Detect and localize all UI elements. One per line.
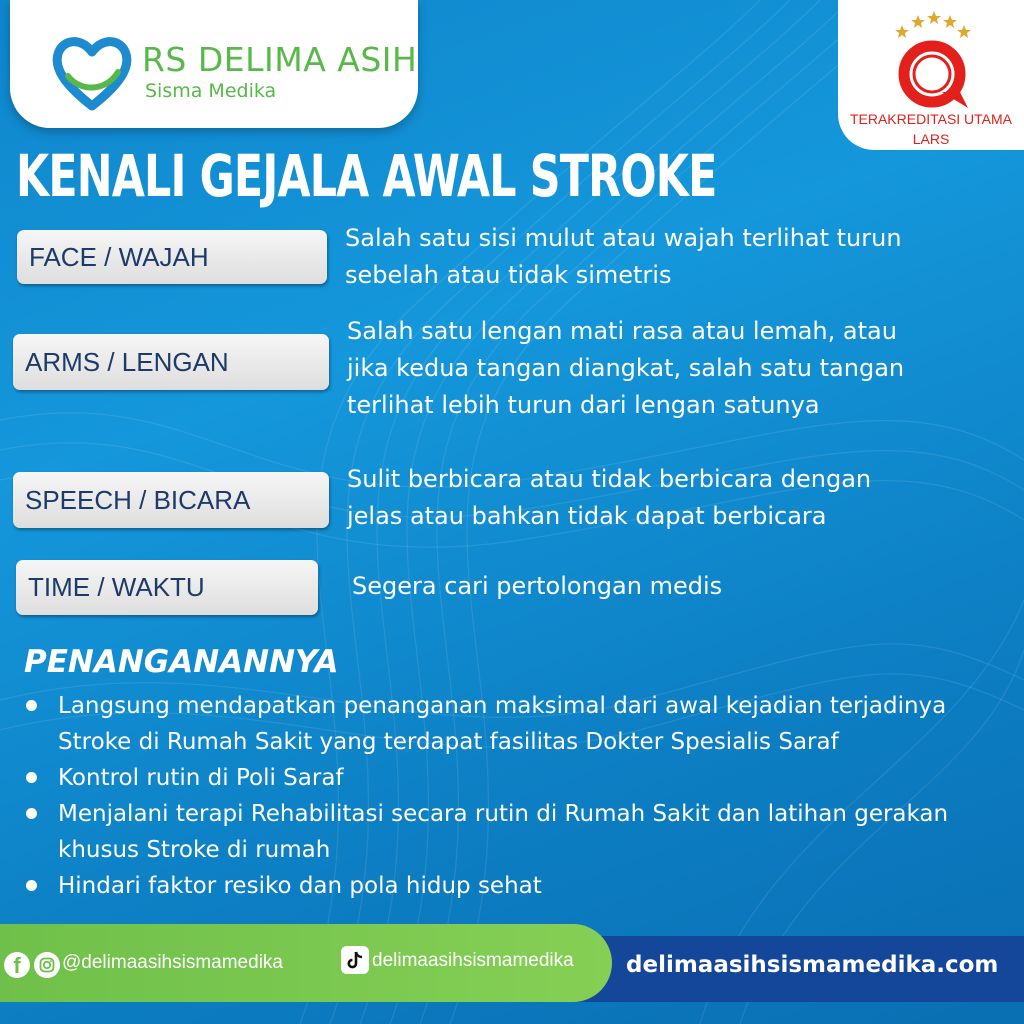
symptom-label-time: TIME / WAKTU	[16, 560, 318, 615]
symptom-desc-arms	[347, 313, 904, 424]
desc-line: Salah satu lengan mati rasa atau lemah, atau	[347, 317, 897, 345]
item-line: Kontrol rutin di Poli Saraf	[58, 765, 344, 791]
desc-line: Segera cari pertolongan medis	[352, 572, 723, 600]
symptom-desc-time	[352, 568, 722, 605]
treatment-item	[24, 868, 1014, 904]
tiktok-icon[interactable]	[341, 946, 369, 974]
treatment-item	[24, 688, 1014, 760]
hospital-logo-card	[10, 0, 418, 128]
accreditation-badge	[838, 0, 1024, 150]
hospital-subtitle: Sisma Medika	[145, 80, 277, 102]
symptom-label-speech: SPEECH / BICARA	[13, 472, 329, 528]
item-line: Hindari faktor resiko dan pola hidup sehat	[58, 873, 542, 899]
treatment-item	[24, 796, 1014, 868]
symptom-label-arms: ARMS / LENGAN	[13, 334, 329, 390]
desc-line: jelas atau bahkan tidak dapat berbicara	[347, 502, 827, 530]
website-link[interactable]: delimaasihsismamedika.com	[626, 952, 999, 978]
hospital-name: RS DELIMA ASIH	[142, 40, 418, 79]
heart-logo-icon	[50, 32, 134, 112]
symptom-desc-face	[345, 220, 902, 294]
instagram-icon[interactable]	[34, 952, 60, 978]
treatment-heading: PENANGANANNYA	[24, 644, 339, 680]
treatment-list	[24, 688, 1014, 904]
bullet-icon	[26, 808, 37, 819]
item-line: Stroke di Rumah Sakit yang terdapat fasilitas Dokter Spesialis Saraf	[58, 729, 839, 755]
item-line: khusus Stroke di rumah	[58, 837, 331, 863]
desc-line: sebelah atau tidak simetris	[345, 261, 672, 289]
lars-star-emblem-icon	[890, 8, 974, 112]
social-handle[interactable]: @delimaasihsismamedika	[62, 952, 283, 973]
accreditation-lars: LARS	[912, 131, 950, 147]
bullet-icon	[26, 880, 37, 891]
item-line: Langsung mendapatkan penanganan maksimal dari awal kejadian terjadinya	[58, 693, 947, 719]
item-line: Menjalani terapi Rehabilitasi secara rutin di Rumah Sakit dan latihan gerakan	[58, 801, 949, 827]
desc-line: jika kedua tangan diangkat, salah satu tangan	[347, 354, 905, 382]
tiktok-handle[interactable]: delimaasihsismamedika	[372, 950, 574, 971]
desc-line: Salah satu sisi mulut atau wajah terlihat turun	[345, 224, 902, 252]
page-title: KENALI GEJALA AWAL STROKE	[16, 142, 717, 210]
bullet-icon	[26, 772, 37, 783]
symptom-desc-speech	[347, 461, 871, 535]
facebook-icon[interactable]: f	[4, 952, 30, 978]
treatment-item	[24, 760, 1014, 796]
symptom-label-face: FACE / WAJAH	[17, 230, 327, 284]
bullet-icon	[26, 700, 37, 711]
desc-line: Sulit berbicara atau tidak berbicara dengan	[347, 465, 872, 493]
desc-line: terlihat lebih turun dari lengan satunya	[347, 391, 820, 419]
accreditation-text: TERAKREDITASI UTAMA	[849, 111, 1013, 127]
